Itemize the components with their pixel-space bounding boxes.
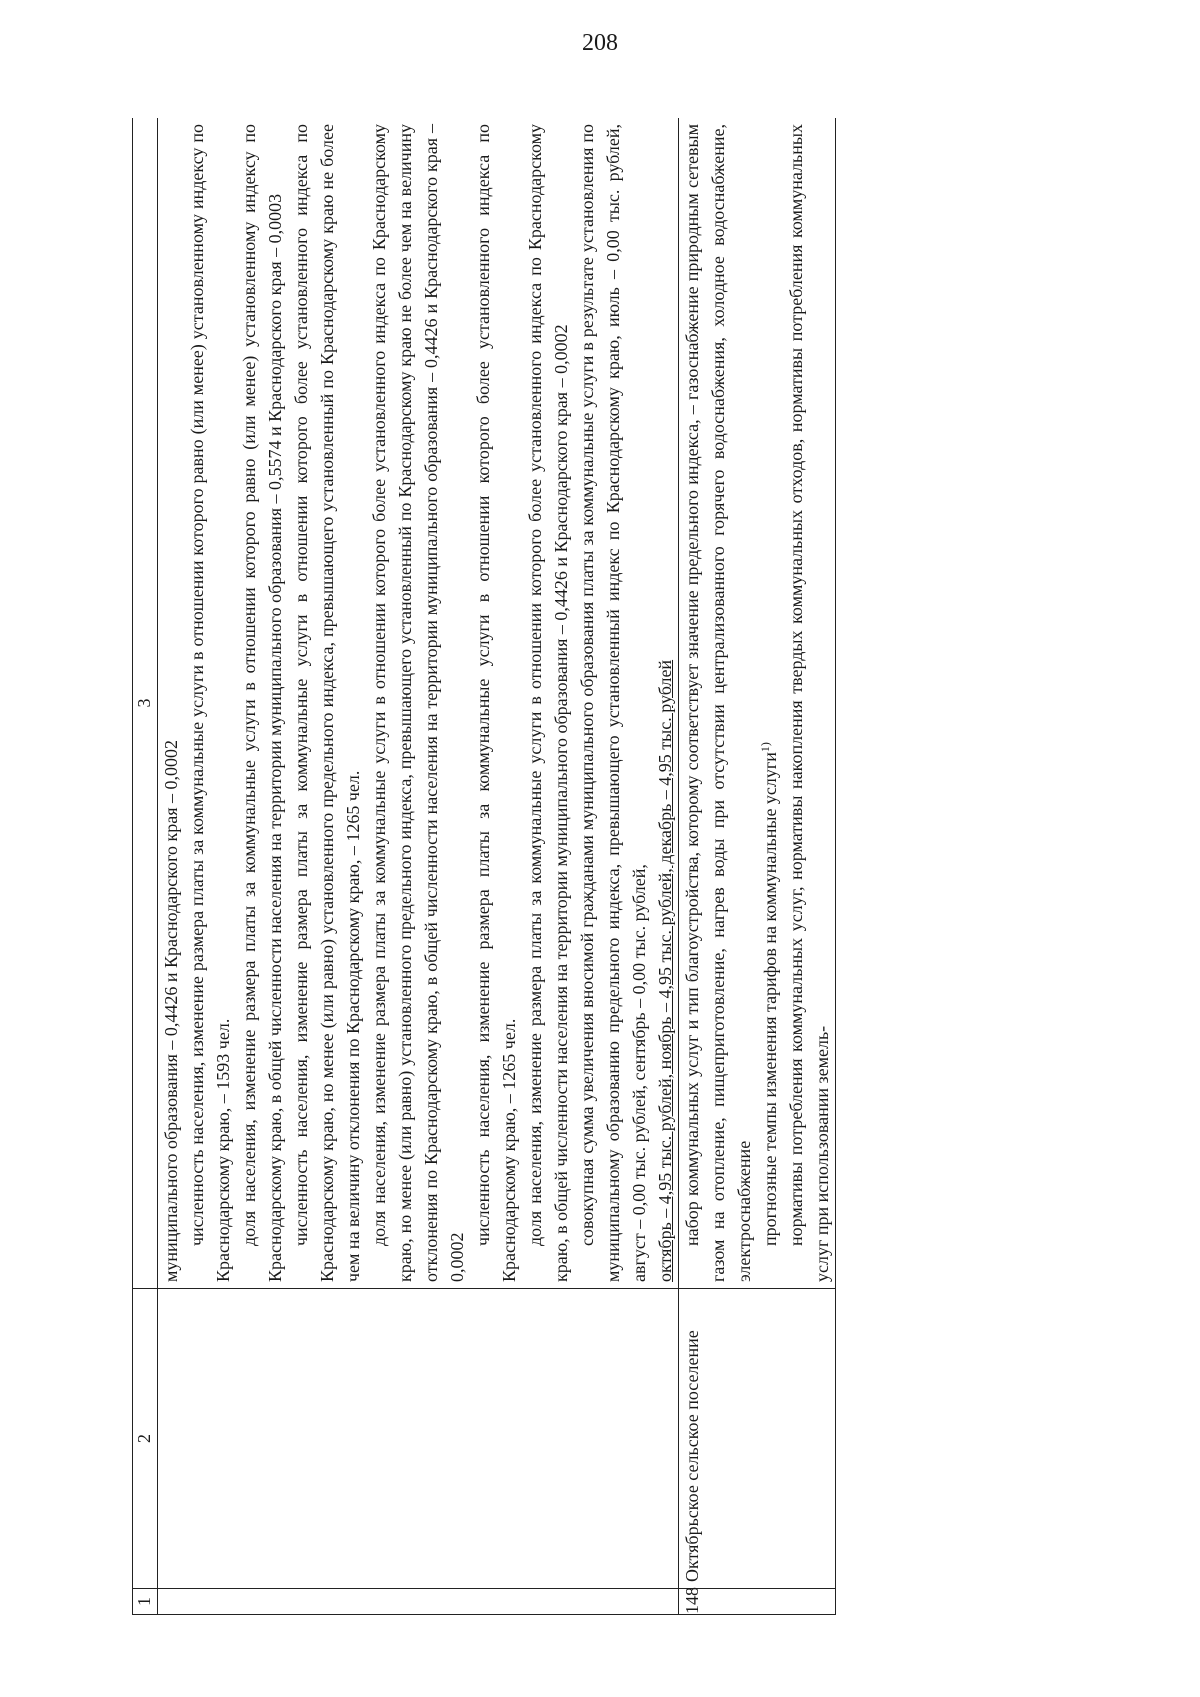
document-table bbox=[132, 118, 836, 1615]
indicator-paragraph: набор коммунальных услуг и тип благоустройства, которому соответствует значение предельного индекса, – газоснабжение природным сетевым газом на отопление, пищеприготовление, нагрев воды при отсутствии централизованного горячего водоснабжения, холодное водоснабжение, электроснабжение bbox=[682, 124, 754, 1282]
indicators-cell bbox=[679, 118, 836, 1289]
page-number: 208 bbox=[582, 30, 618, 56]
indicator-paragraph: доля населения, изменение размера платы за коммунальные услуги в отношении которого равно (или менее) установленному индексу по Краснодарскому краю, в общей численности населения на территории муниципального образования – 0,5574 и Краснодарского края – 0,0003 bbox=[239, 124, 285, 1282]
indicator-paragraph: численность населения, изменение размера платы за коммунальные услуги в отношении которого более установленного индекса по Краснодарскому краю, но менее (или равно) установленного предельного индекса, превышающего установленный по Краснодарскому краю не более чем на величину отклонения по Краснодарскому краю, – 1265 чел. bbox=[291, 124, 363, 1282]
footnote-marker: 1) bbox=[758, 742, 772, 753]
table-wrapper bbox=[132, 118, 1076, 1615]
indicator-paragraph bbox=[757, 124, 783, 1282]
row-number-cell bbox=[158, 1589, 679, 1615]
header-col-1: 1 bbox=[133, 1589, 158, 1615]
indicator-paragraph: доля населения, изменение размера платы за коммунальные услуги в отношении которого более установленного индекса по Краснодарскому краю, но менее (или равно) установленного предельного индекса, превышающего установленный по Краснодарскому краю не более чем на величину отклонения по Краснодарскому краю, в общей численности населения на территории муниципального образования – 0,4426 и Краснодарского края – 0,0002 bbox=[369, 124, 467, 1282]
table-row-continuation bbox=[158, 118, 679, 1615]
tariff-forecast-text: прогнозные темпы изменения тарифов на коммунальные услуги bbox=[760, 752, 780, 1246]
indicator-paragraph-underlined bbox=[652, 124, 678, 1282]
indicators-cell bbox=[158, 118, 679, 1289]
indicator-paragraph: доля населения, изменение размера платы за коммунальные услуги в отношении которого более установленного индекса по Краснодарскому краю, в общей численности населения на территории муниципального образования – 0,4426 и Краснодарского края – 0,0002 bbox=[525, 124, 571, 1282]
indicator-paragraph: совокупная сумма увеличения вносимой гражданами муниципального образования платы за коммунальные услуги в результате установления по муниципальному образованию предельного индекса, превышающего установленный индекс по Краснодарскому краю, июль – 0,00 тыс. рублей, август – 0,00 тыс. рублей, сентябрь – 0,00 тыс. рублей, bbox=[577, 124, 649, 1282]
rotated-table-container bbox=[132, 118, 1076, 1615]
header-col-2: 2 bbox=[133, 1289, 158, 1589]
table-row-148 bbox=[679, 118, 836, 1615]
underlined-amounts: октябрь – 4,95 тыс. рублей, ноябрь – 4,95 тыс. рублей, декабрь – 4,95 тыс. рублей bbox=[655, 659, 675, 1282]
table-header-row bbox=[133, 118, 158, 1615]
indicator-paragraph: численность населения, изменение размера платы за коммунальные услуги в отношении которого равно (или менее) установленному индексу по Краснодарскому краю, – 1593 чел. bbox=[187, 124, 233, 1282]
indicator-paragraph: нормативы потребления коммунальных услуг, нормативы накопления твердых коммунальных отходов, нормативы потребления коммунальных услуг при использовании земель- bbox=[786, 124, 832, 1282]
header-col-3: 3 bbox=[133, 118, 158, 1289]
indicator-paragraph: численность населения, изменение размера платы за коммунальные услуги в отношении которого более установленного индекса по Краснодарскому краю, – 1265 чел. bbox=[473, 124, 519, 1282]
indicator-paragraph: муниципального образования – 0,4426 и Краснодарского края – 0,0002 bbox=[161, 739, 181, 1282]
row-number-cell: 148 bbox=[679, 1589, 836, 1615]
settlement-name-cell: Октябрьское сельское поселение bbox=[679, 1289, 836, 1589]
settlement-name-cell bbox=[158, 1289, 679, 1589]
